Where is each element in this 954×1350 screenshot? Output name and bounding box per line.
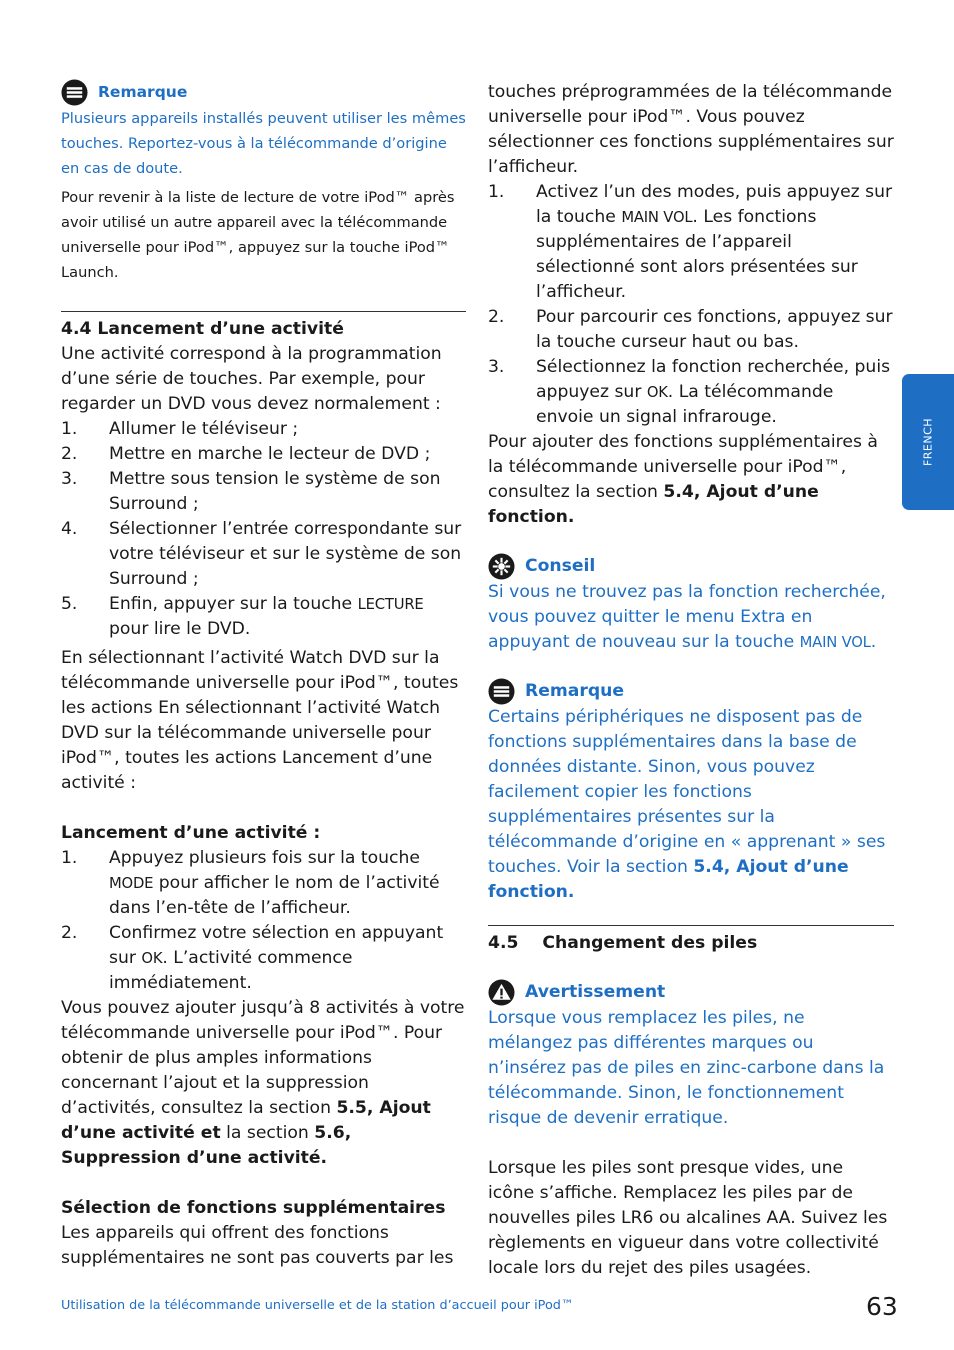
return-instruction: Pour revenir à la liste de lecture de votre iPod™ après avoir utilisé un autre appareil avec la télécommande universelle pour iPod™, appuyez sur la touche iPod™ Launch. (61, 189, 455, 281)
divider (61, 311, 466, 312)
footer-text: Utilisation de la télécommande universelle et de la station d’accueil pour iPod™ (61, 1298, 574, 1313)
list-item: 2. Mettre en marche le lecteur de DVD ; (61, 444, 431, 464)
battery-text: Lorsque les piles sont presque vides, une icône s’affiche. Remplacez les piles par de nouvelles piles LR6 ou alcalines AA. Suivez les règlements en vigueur dans votre collectivité locale lors du rejet des piles usagées. (488, 1158, 888, 1278)
section-reference: 5.5, Ajout d’une activité et (61, 1098, 431, 1143)
add-functions-paragraph: Pour ajouter des fonctions supplémentaires à la télécommande universelle pour iPod™, consultez la section 5.4, Ajout d’une fonction. (488, 432, 878, 527)
key-label: LECTURE (357, 596, 424, 613)
list-item: 3. Mettre sous tension le système de son Surround ; (61, 469, 441, 514)
intro-text: Une activité correspond à la programmation d’une série de touches. Par exemple, pour regarder un DVD vous devez normalement : (61, 344, 442, 414)
watch-dvd-paragraph: En sélectionnant l’activité Watch DVD sur la télécommande universelle pour iPod™, toutes les actions En sélectionnant l’activité Watch DVD sur la télécommande universelle pour iPod™, toutes les actions Lancement d’une activité : (61, 648, 459, 793)
key-label: OK (141, 950, 163, 967)
activity-steps-list (61, 417, 466, 592)
language-tab (902, 374, 954, 510)
list-item: 1. Allumer le téléviseur ; (61, 419, 299, 439)
list-item: 1. Appuyez plusieurs fois sur la touche MODE pour afficher le nom de l’activité dans l’en-tête de l’afficheur. (61, 848, 440, 918)
note-icon (61, 79, 88, 106)
activity-step-5-list (61, 592, 466, 642)
tip-heading (488, 552, 894, 580)
tip-label: Conseil (525, 556, 596, 576)
section-reference: 5.4, Ajout d’une fonction. (488, 482, 819, 527)
warning-text: Lorsque vous remplacez les piles, ne mélangez pas différentes marques ou n’insérez pas de piles en zinc-carbone dans la télécommande. Sinon, le fonctionnement risque de devenir erratique. (488, 1008, 885, 1128)
warning-heading (488, 978, 894, 1006)
list-item: 3. Sélectionnez la fonction recherchée, puis appuyez sur OK. La télécommande envoie un signal infrarouge. (488, 357, 891, 427)
subsection-title: Sélection de fonctions supplémentaires (61, 1198, 446, 1218)
right-column (488, 80, 894, 1281)
section-title: 4.4 Lancement d’une activité (61, 319, 344, 339)
key-label: MAIN VOL (621, 209, 693, 226)
extra-functions-steps (488, 180, 894, 430)
tip-icon (488, 553, 515, 580)
note-label: Remarque (525, 681, 625, 701)
launch-title: Lancement d’une activité : (61, 823, 321, 843)
note-icon (488, 678, 515, 705)
section-reference: 5.6, Suppression d’une activité. (61, 1123, 352, 1168)
note-heading (488, 677, 894, 705)
warning-label: Avertissement (525, 982, 666, 1002)
list-item: 2. Confirmez votre sélection en appuyant sur OK. L’activité commence immédiatement. (61, 923, 444, 993)
page-number: 63 (866, 1292, 898, 1321)
warning-icon (488, 979, 515, 1006)
language-tab-label: FRENCH (921, 417, 935, 467)
select-functions-text: Les appareils qui offrent des fonctions supplémentaires ne sont pas couverts par les (61, 1223, 454, 1268)
key-label: MODE (109, 875, 154, 892)
key-label: MAIN VOL (799, 634, 871, 651)
note-text: Certains périphériques ne disposent pas de fonctions supplémentaires dans la base de données distante. Sinon, vous pouvez facilement copier les fonctions supplémentaires présentes sur la télécommande d’origine en « apprenant » ses touches. Voir la section 5.4, Ajout d’une fonction. (488, 707, 886, 902)
add-activities-paragraph: Vous pouvez ajouter jusqu’à 8 activités à votre télécommande universelle pour iPod™. Pour obtenir de plus amples informations concernant l’ajout et la suppression d’activités, consultez la section 5.5, Ajout d’une activité et la section 5.6, Suppression d’une activité. (61, 998, 465, 1168)
left-column (61, 78, 466, 1271)
note-label: Remarque (98, 83, 188, 101)
section-title: 4.5 Changement des piles (488, 933, 758, 953)
list-item: 1. Activez l’un des modes, puis appuyez sur la touche MAIN VOL. Les fonctions supplémentaires de l’appareil sélectionné sont alors présentées sur l’afficheur. (488, 182, 893, 302)
key-label: OK (646, 384, 668, 401)
list-item: 5. Enfin, appuyer sur la touche LECTURE pour lire le DVD. (61, 594, 424, 639)
list-item: 2. Pour parcourir ces fonctions, appuyez sur la touche curseur haut ou bas. (488, 307, 893, 352)
continued-text: touches préprogrammées de la télécommande universelle pour iPod™. Vous pouvez sélectionner ces fonctions supplémentaires sur l’afficheur. (488, 82, 894, 177)
section-reference: 5.4, Ajout d’une fonction. (488, 857, 849, 902)
launch-steps-list (61, 846, 466, 996)
tip-text: Si vous ne trouvez pas la fonction recherchée, vous pouvez quitter le menu Extra en appuyant de nouveau sur la touche MAIN VOL. (488, 582, 886, 652)
note-heading (61, 78, 466, 106)
note-text: Plusieurs appareils installés peuvent utiliser les mêmes touches. Reportez-vous à la télécommande d’origine en cas de doute. (61, 110, 466, 177)
list-item: 4. Sélectionner l’entrée correspondante sur votre téléviseur et sur le système de son Surround ; (61, 519, 462, 589)
divider (488, 925, 894, 926)
